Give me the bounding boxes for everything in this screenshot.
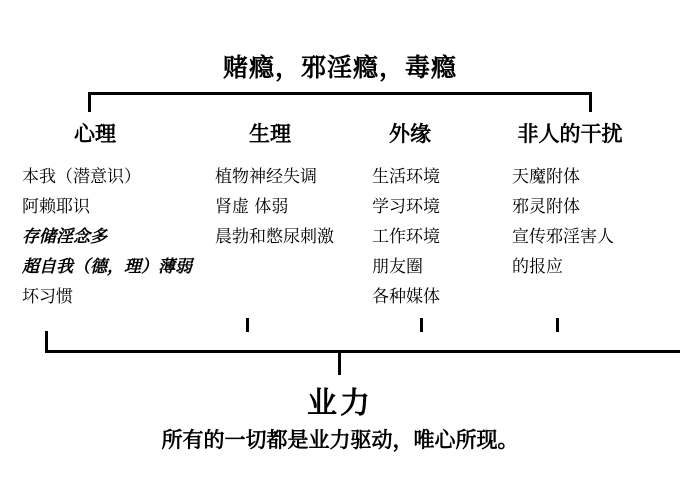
list-item: 本我（潜意识） [22, 167, 141, 187]
column-heading-external: 外缘 [389, 122, 431, 146]
bracket-tick-nonhuman [556, 318, 559, 332]
list-item: 朋友圈 [372, 257, 423, 277]
footer-subtitle: 所有的一切都是业力驱动，唯心所现。 [161, 428, 519, 452]
list-item: 存储淫念多 [22, 227, 107, 247]
bracket-tick-physiological [246, 318, 249, 332]
column-items-physiological [215, 162, 395, 252]
column-items-nonhuman [512, 162, 672, 282]
list-item: 宣传邪淫害人 [512, 227, 614, 247]
list-item: 邪灵附体 [512, 197, 580, 217]
list-item: 各种媒体 [372, 287, 440, 307]
list-item: 的报应 [512, 257, 563, 277]
list-item: 坏习惯 [22, 287, 73, 307]
list-item: 肾虚 体弱 [215, 197, 289, 217]
list-item: 生活环境 [372, 167, 440, 187]
list-item: 阿赖耶识 [22, 197, 90, 217]
column-heading-nonhuman: 非人的干扰 [517, 122, 623, 146]
bracket-tick-external [420, 318, 423, 332]
footer-title: 业力 [307, 386, 373, 421]
list-item: 植物神经失调 [215, 167, 317, 187]
column-heading-psychological: 心理 [74, 122, 116, 146]
bottom-bracket [45, 331, 680, 353]
footer-connector [338, 353, 341, 375]
list-item: 天魔附体 [512, 167, 580, 187]
column-items-external [372, 162, 502, 312]
top-bracket [88, 92, 592, 112]
column-items-psychological [22, 162, 212, 312]
list-item: 超自我（德，理）薄弱 [22, 257, 192, 277]
diagram-title: 赌瘾，邪淫瘾，毒瘾 [222, 53, 457, 82]
list-item: 学习环境 [372, 197, 440, 217]
column-heading-physiological: 生理 [249, 122, 291, 146]
list-item: 晨勃和憋尿刺激 [215, 227, 334, 247]
list-item: 工作环境 [372, 227, 440, 247]
